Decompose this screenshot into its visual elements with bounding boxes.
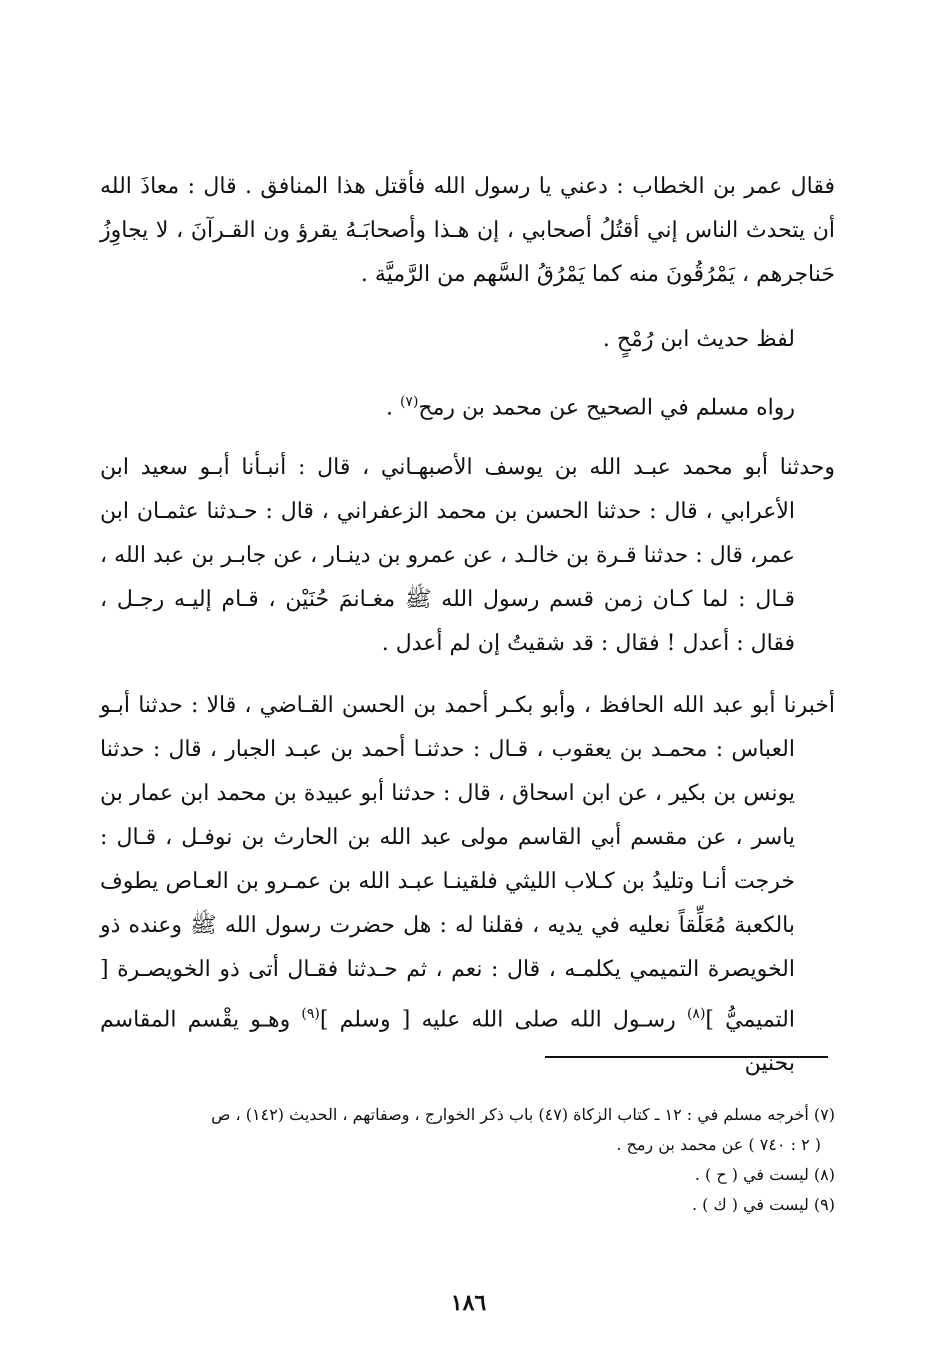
paragraph-text: فقال عمر بن الخطاب : دعني يا رسول الله فأقتل هذا المنافق . قال : معاذَ الله أن يتحدث الناس إني أقتُلُ أصحابي ، إن هـذا وأصحابَـهُ يقرؤ ون القـرآنَ ، لا يجاوِزُ حَناجرهم ، يَمْرُقُونَ منه كما يَمْرُقُ السَّهم من الرَّميَّة . — [100, 174, 835, 287]
paragraph-1 — [100, 165, 835, 297]
paragraph-5 — [100, 684, 835, 1086]
footnote-divider — [545, 1056, 828, 1058]
paragraph-mid: رسـول الله صلى الله عليه [ وسلم ] — [319, 1007, 687, 1033]
paragraph-text — [100, 380, 835, 430]
paragraph-body: أخبرنا أبو عبد الله الحافظ ، وأبو بكـر أحمد بن الحسن القـاضي ، قالا : حدثنا أبـو العباس : محمـد بن يعقوب ، قـال : حدثنـا أحمد بن عبـد الجبار ، قال : حدثنا يونس بن بكير ، عن ابن اسحاق ، قال : حدثنا أبو عبيدة بن محمد ابن عمار بن ياسر ، عن مقسم أبي القاسم مولى عبد الله بن الحارث بن نوفـل ، قـال : خرجت أنـا وتليدُ بن كـلاب الليثي فلقينـا عبـد الله بن عمـرو بن العـاص يطوف بالكعبة مُعَلِّقاً نعليه في يديه ، فقلنا له : هل حضرت رسول الله ﷺ وعنده ذو الخويصرة التميمي يكلمـه ، قال : نعم ، ثم حـدثنا فقـال أتى ذو الخويصـرة [ التميميُّ ] — [100, 693, 835, 1033]
footnote-ref-9[interactable]: (٩) — [301, 1006, 320, 1022]
footnote-line: (٨) ليست في ( ح ) . — [694, 1165, 835, 1184]
footnote-ref-7[interactable]: (٧) — [399, 394, 419, 410]
footnote-7 — [105, 1100, 835, 1160]
footnote-8 — [105, 1160, 835, 1190]
footnote-line: (٧) أخرجه مسلم في : ١٢ ـ كتاب الزكاة (٤٧) باب ذكر الخوارج ، وصفاتهم ، الحديث (١٤٢) ، ص — [211, 1105, 835, 1124]
paragraph-2 — [100, 318, 835, 362]
footnote-ref-8[interactable]: (٨) — [686, 1006, 706, 1022]
footnote-9 — [105, 1190, 835, 1220]
paragraph-text: وحدثنا أبو محمد عبـد الله بن يوسف الأصبهـاني ، قال : أنبـأنا أبـو سعيد ابن الأعرابي ، قال : حدثنا الحسن بن محمد الزعفراني ، قال : حـدثنا عثمـان ابن عمر، قال : حدثنا قـرة بن خالـد ، عن عمرو بن دينـار ، عن جابـر بن عبد الله ، قـال : لما كـان زمن قسم رسول الله ﷺ مغـانمَ حُنَيْن ، قـام إليـه رجـل ، فقال : أعدل ! فقال : قد شقيتُ إن لم أعدل . — [100, 455, 835, 656]
footnotes — [105, 1100, 835, 1220]
footnote-line: (٩) ليست في ( ك ) . — [691, 1195, 835, 1214]
footnote-line-continued: ( ٢ : ٧٤٠ ) عن محمد بن رمح . — [616, 1135, 821, 1154]
paragraph-4 — [100, 446, 835, 666]
paragraph-3 — [100, 380, 835, 430]
paragraph-text — [100, 684, 835, 1086]
paragraph-body: رواه مسلم في الصحيح عن محمد بن رمح — [418, 395, 795, 421]
paragraph-tail: وهـو يقْسم المقاسم بحنين — [100, 1007, 795, 1077]
page-number: ١٨٦ — [450, 1290, 487, 1316]
paragraph-text: لفظ حديث ابن رُمْحٍ . — [602, 327, 795, 352]
paragraph-tail: . — [385, 395, 400, 421]
